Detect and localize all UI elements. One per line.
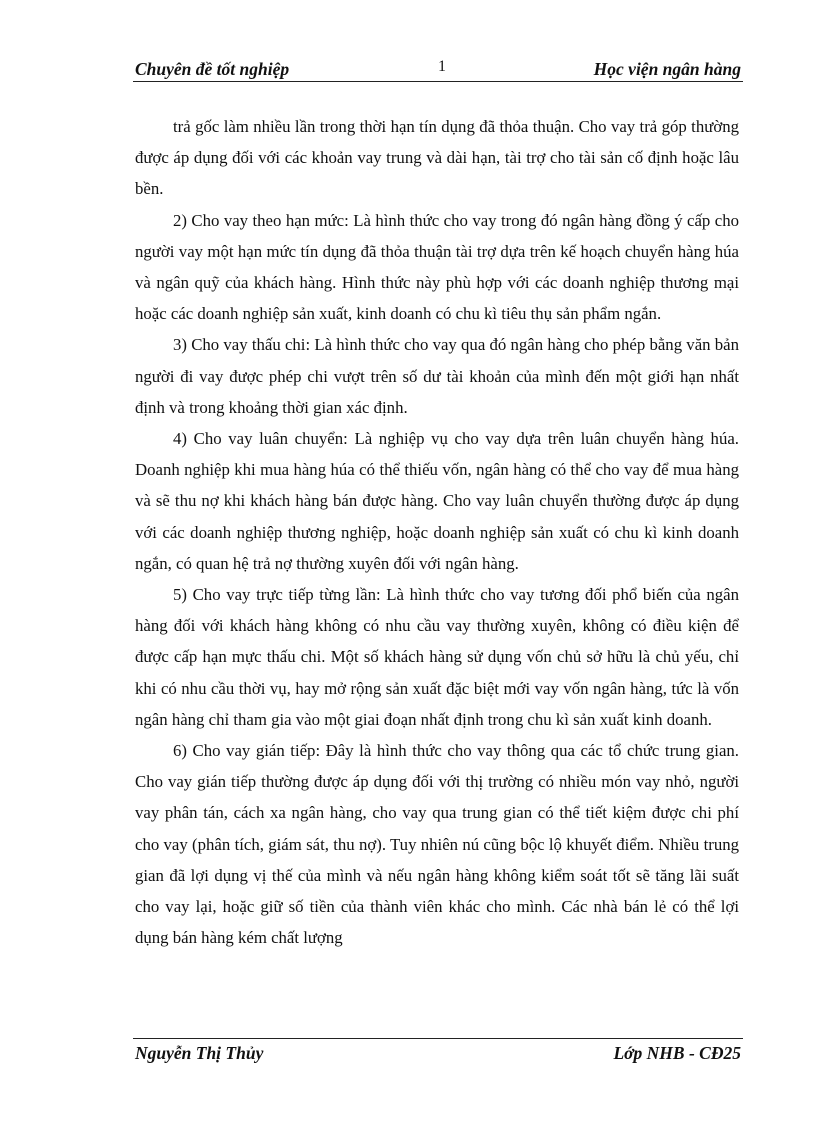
paragraph: 2) Cho vay theo hạn mức: Là hình thức cho vay trong đó ngân hàng đồng ý cấp cho người vay một hạn mức tín dụng đã thỏa thuận tài trợ dựa trên kế hoạch chuyển hàng húa và ngân quỹ của khách hàng. Hình thức này phù hợp với các doanh nghiệp thương mại hoặc các doanh nghiệp sản xuất, kinh doanh có chu kì tiêu thụ sản phẩm ngắn. <box>135 210 739 324</box>
header-title: Chuyên đề tốt nghiệp <box>135 59 290 79</box>
page-footer <box>133 1038 743 1073</box>
header-institution: Học viện ngân hàng <box>593 59 741 79</box>
page-header <box>133 57 743 82</box>
paragraph: trả gốc làm nhiều lần trong thời hạn tín dụng đã thỏa thuận. Cho vay trả góp thường được áp dụng đối với các khoản vay trung và dài hạn, tài trợ cho tài sản cố định hoặc lâu bền. <box>135 117 739 199</box>
document-body <box>135 111 739 953</box>
paragraph: 4) Cho vay luân chuyển: Là nghiệp vụ cho vay dựa trên luân chuyển hàng húa. Doanh nghiệp khi mua hàng húa có thể thiếu vốn, ngân hàng có thể cho vay để mua hàng và sẽ thu nợ khi khách hàng bán được hàng. Cho vay luân chuyển thường được áp dụng với các doanh nghiệp thương nghiệp, hoặc doanh nghiệp sản xuất có chu kì kinh doanh ngắn, có quan hệ trả nợ thường xuyên đối với ngân hàng. <box>135 429 739 573</box>
footer-class: Lớp NHB - CĐ25 <box>613 1043 741 1063</box>
paragraph: 5) Cho vay trực tiếp từng lần: Là hình thức cho vay tương đối phổ biến của ngân hàng đối với khách hàng không có nhu cầu vay thường xuyên, không có điều kiện để được cấp hạn mực thấu chi. Một số khách hàng sử dụng vốn chủ sở hữu là chủ yếu, chỉ khi có nhu cầu thời vụ, hay mở rộng sản xuất đặc biệt mới vay vốn ngân hàng, tức là vốn ngân hàng chỉ tham gia vào một giai đoạn nhất định trong chu kì sản xuất kinh doanh. <box>135 585 739 729</box>
paragraph: 6) Cho vay gián tiếp: Đây là hình thức cho vay thông qua các tổ chức trung gian. Cho vay gián tiếp thường được áp dụng đối với thị trường có nhiều món vay nhỏ, người vay phân tán, cách xa ngân hàng, cho vay qua trung gian có thể tiết kiệm được chi phí cho vay (phân tích, giám sát, thu nợ). Tuy nhiên nú cũng bộc lộ khuyết điểm. Nhiều trung gian đã lợi dụng vị thế của mình và nếu ngân hàng không kiểm soát tốt sẽ tăng lãi suất cho vay lại, hoặc giữ số tiền của thành viên khác cho mình. Các nhà bán lẻ có thể lợi dụng bán hàng kém chất lượng <box>135 741 739 948</box>
page-number: 1 <box>438 58 446 75</box>
footer-author: Nguyễn Thị Thủy <box>135 1043 264 1063</box>
paragraph: 3) Cho vay thấu chi: Là hình thức cho vay qua đó ngân hàng cho phép bằng văn bản người đi vay được phép chi vượt trên số dư tài khoản của mình đến một giới hạn nhất định và trong khoảng thời gian xác định. <box>135 335 739 417</box>
